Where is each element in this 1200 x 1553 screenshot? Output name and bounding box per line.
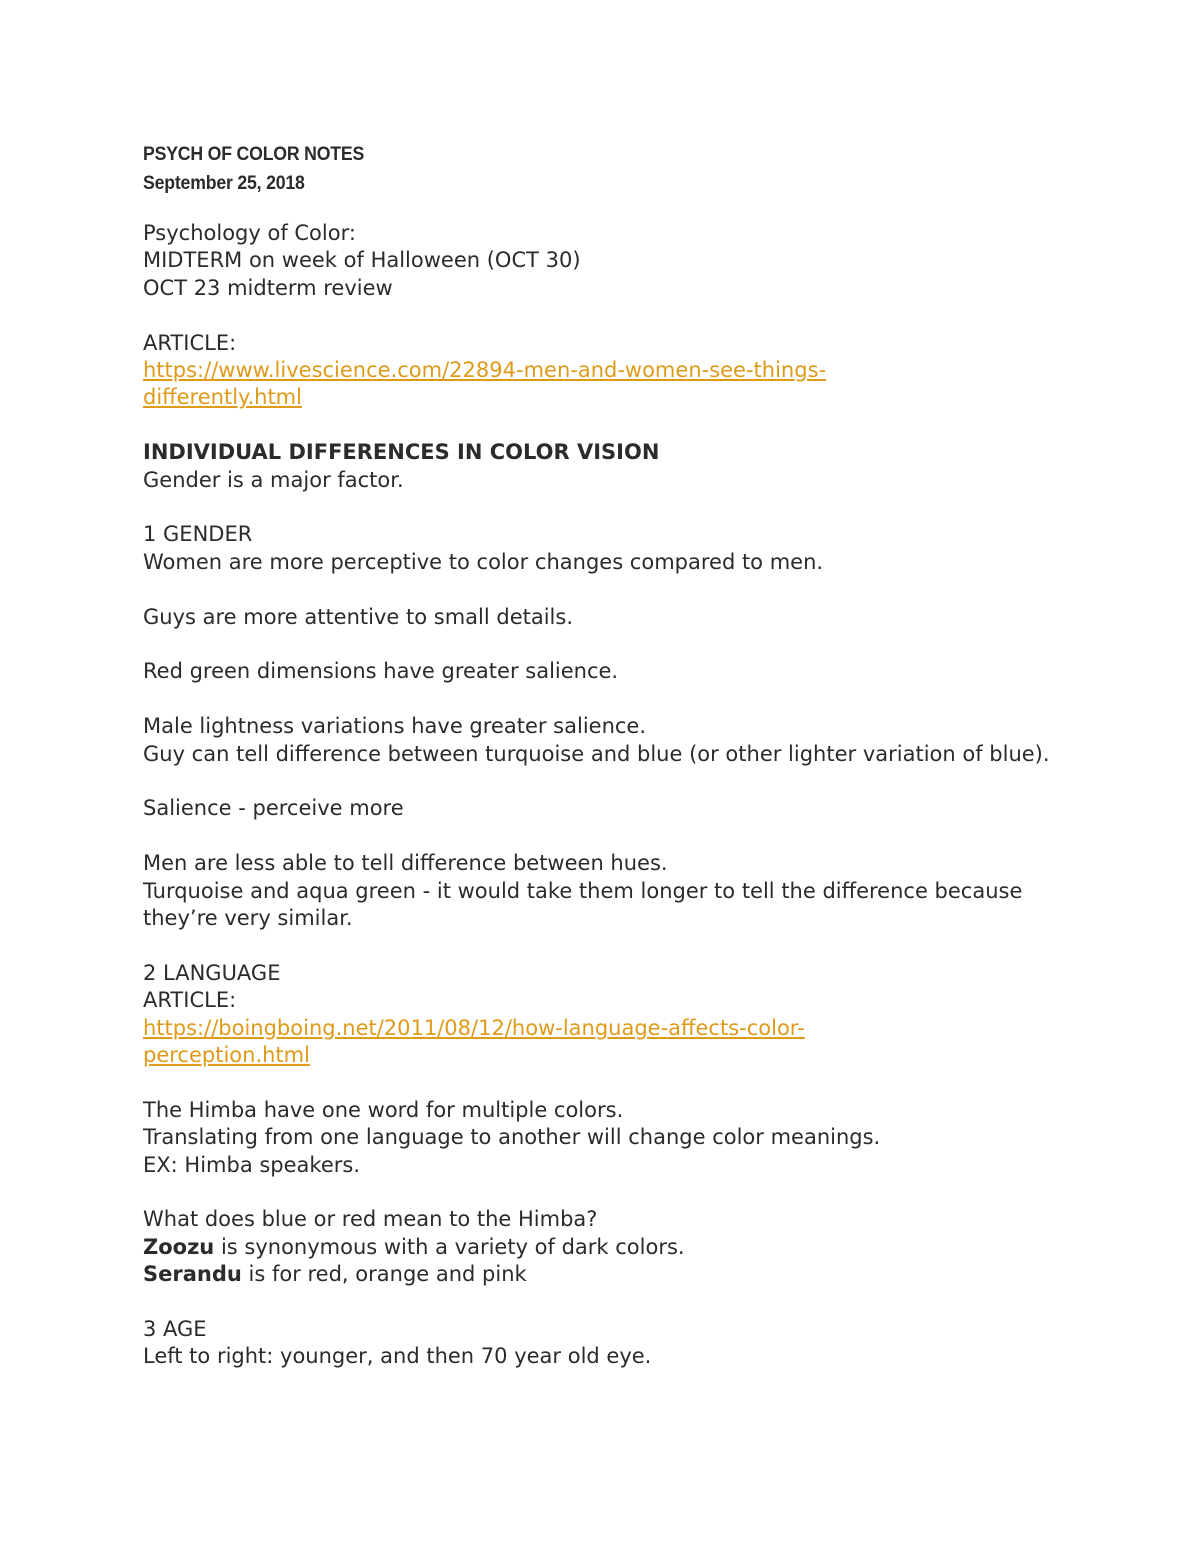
article-link-line[interactable]: differently.html xyxy=(143,385,302,410)
gender-paragraph: Guy can tell difference between turquoise and blue (or other lighter variation of blue). xyxy=(143,741,1050,766)
spacer xyxy=(143,494,1063,521)
section-intro: Gender is a major factor. xyxy=(143,467,404,492)
gender-paragraph: Turquoise and aqua green - it would take them longer to tell the difference because they’re very similar. xyxy=(143,878,1023,931)
spacer xyxy=(143,823,1063,850)
document-title: PSYCH OF COLOR NOTES xyxy=(143,144,365,165)
article-link-line[interactable]: perception.html xyxy=(143,1043,310,1068)
term-name: Serandu xyxy=(143,1262,242,1287)
gender-heading: 1 GENDER xyxy=(143,522,253,547)
term-text: is for red, orange and pink xyxy=(241,1262,527,1287)
article-link-boingboing[interactable] xyxy=(143,1015,1063,1070)
spacer xyxy=(143,302,1063,329)
term-name: Zoozu xyxy=(143,1234,215,1259)
term-text: is synonymous with a variety of dark colors. xyxy=(214,1234,685,1259)
language-paragraph: The Himba have one word for multiple colors. xyxy=(143,1097,624,1122)
spacer xyxy=(143,686,1063,713)
term-definition xyxy=(143,1261,1063,1288)
age-heading: 3 AGE xyxy=(143,1317,207,1342)
spacer xyxy=(143,1179,1063,1206)
spacer xyxy=(143,631,1063,658)
gender-paragraph: Women are more perceptive to color changes compared to men. xyxy=(143,549,824,574)
spacer xyxy=(143,412,1063,439)
language-paragraph: Translating from one language to another will change color meanings. xyxy=(143,1125,881,1150)
article-link-livescience[interactable] xyxy=(143,357,1063,412)
article-label: ARTICLE: xyxy=(143,988,237,1013)
section-heading: INDIVIDUAL DIFFERENCES IN COLOR VISION xyxy=(143,440,660,465)
spacer xyxy=(143,576,1063,603)
gender-paragraph: Guys are more attentive to small details. xyxy=(143,604,573,629)
spacer xyxy=(143,1289,1063,1316)
intro-line: Psychology of Color: xyxy=(143,221,356,245)
document-body xyxy=(143,140,1063,1371)
document-date: September 25, 2018 xyxy=(143,173,305,194)
spacer xyxy=(143,768,1063,795)
spacer xyxy=(143,1069,1063,1096)
spacer xyxy=(143,932,1063,959)
article-link-line[interactable]: https://www.livescience.com/22894-men-and-women-see-things- xyxy=(143,358,827,383)
intro-line: MIDTERM on week of Halloween (OCT 30) xyxy=(143,248,581,273)
gender-paragraph: Red green dimensions have greater salience. xyxy=(143,659,619,684)
intro-line: OCT 23 midterm review xyxy=(143,275,393,300)
gender-paragraph: Salience - perceive more xyxy=(143,796,404,821)
gender-paragraph: Male lightness variations have greater salience. xyxy=(143,714,647,739)
language-paragraph: What does blue or red mean to the Himba? xyxy=(143,1207,598,1232)
article-link-line[interactable]: https://boingboing.net/2011/08/12/how-language-affects-color- xyxy=(143,1015,805,1040)
age-paragraph: Left to right: younger, and then 70 year old eye. xyxy=(143,1344,652,1369)
language-heading: 2 LANGUAGE xyxy=(143,960,281,985)
term-definition xyxy=(143,1234,1063,1261)
gender-paragraph: Men are less able to tell difference between hues. xyxy=(143,851,668,876)
article-label: ARTICLE: xyxy=(143,330,237,355)
spacer xyxy=(143,198,1063,220)
language-paragraph: EX: Himba speakers. xyxy=(143,1152,361,1177)
